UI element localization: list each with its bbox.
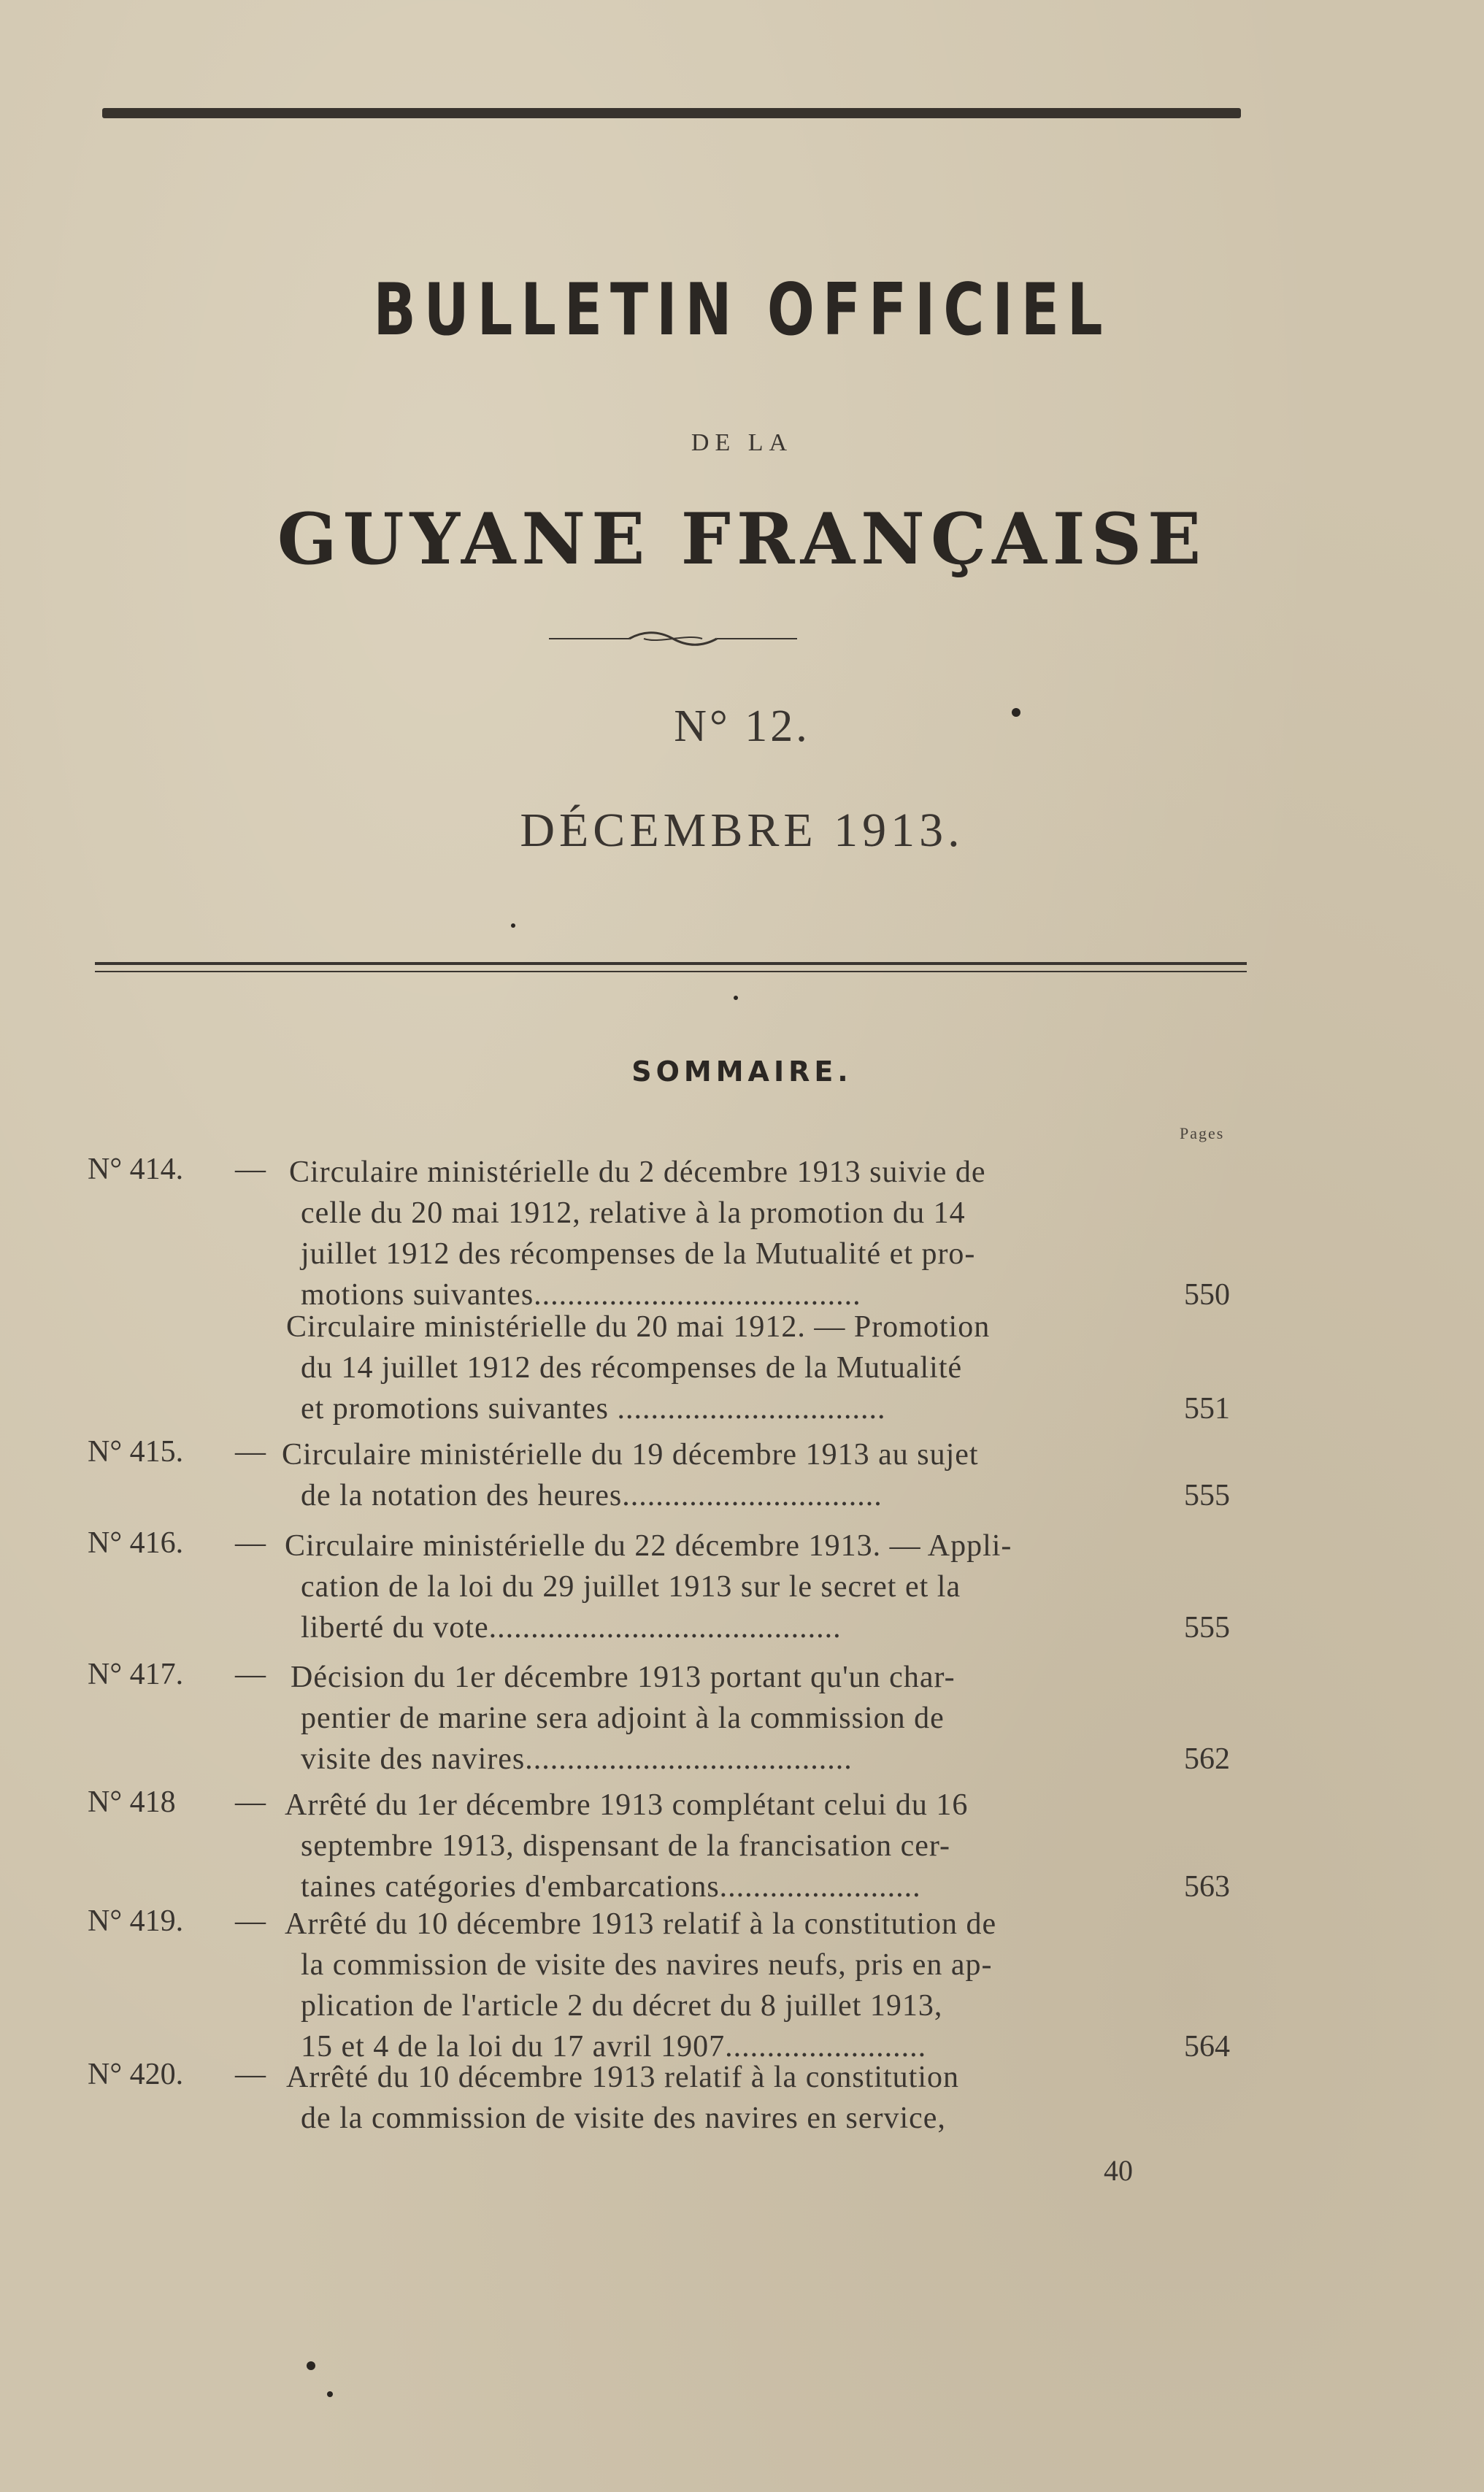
entry-page-number: 555 — [1184, 1611, 1230, 1645]
entry-page-number: 551 — [1184, 1392, 1230, 1426]
entry-page-number: 562 — [1184, 1742, 1230, 1776]
entry-line: visite des navires....................................... — [301, 1742, 853, 1776]
issue-number: N° 12. — [674, 701, 810, 751]
top-rule — [102, 108, 1241, 118]
entry-line: Arrêté du 10 décembre 1913 relatif à la constitution — [286, 2061, 960, 2094]
paper-speck — [307, 2361, 315, 2370]
entry-line: pentier de marine sera adjoint à la commission de — [301, 1701, 945, 1735]
entry-line: liberté du vote.......................................... — [301, 1611, 842, 1645]
pages-column-label: Pages — [1180, 1124, 1225, 1142]
entry-dash: — — [235, 1153, 266, 1186]
entry-dash: — — [235, 2058, 266, 2091]
entry-number: N° 419. — [88, 1904, 184, 1938]
entry-line: de la notation des heures............................... — [301, 1479, 883, 1512]
entry-line: Circulaire ministérielle du 20 mai 1912. — Promotion — [286, 1310, 991, 1344]
entry-dash: — — [235, 1435, 266, 1469]
paper-speck — [1012, 708, 1020, 717]
paper-speck — [511, 923, 515, 928]
entry-page-number: 563 — [1184, 1870, 1230, 1904]
entry-line: Circulaire ministérielle du 19 décembre 1913 au sujet — [282, 1438, 979, 1472]
entry-line: 15 et 4 de la loi du 17 avril 1907........................ — [301, 2030, 927, 2064]
issue-date: DÉCEMBRE 1913. — [520, 804, 964, 857]
entry-line: de la commission de visite des navires en service, — [301, 2101, 946, 2135]
paper-speck — [734, 996, 738, 1000]
entry-dash: — — [235, 1658, 266, 1691]
divider-rule — [95, 962, 1247, 965]
entry-number: N° 417. — [88, 1658, 184, 1691]
entry-number: N° 415. — [88, 1435, 184, 1469]
entry-number: N° 416. — [88, 1526, 184, 1560]
entry-line: plication de l'article 2 du décret du 8 juillet 1913, — [301, 1989, 943, 2023]
entry-line: Circulaire ministérielle du 2 décembre 1913 suivie de — [289, 1155, 986, 1189]
entry-page-number: 550 — [1184, 1278, 1230, 1312]
entry-line: juillet 1912 des récompenses de la Mutualité et pro- — [301, 1237, 976, 1271]
entry-dash: — — [235, 1785, 266, 1819]
territory-title: GUYANE FRANÇAISE — [277, 498, 1207, 580]
entry-line: la commission de visite des navires neufs, pris en ap- — [301, 1948, 993, 1982]
paper-speck — [327, 2391, 333, 2397]
entry-line: motions suivantes....................................... — [301, 1278, 861, 1312]
entry-number: N° 414. — [88, 1153, 184, 1186]
entry-number: N° 418 — [88, 1785, 176, 1819]
ornament-divider-icon — [549, 628, 797, 650]
signature-mark: 40 — [1104, 2154, 1133, 2187]
entry-dash: — — [235, 1904, 266, 1938]
bulletin-title: BULLETIN OFFICIEL — [373, 269, 1111, 352]
entry-page-number: 555 — [1184, 1479, 1230, 1512]
entry-line: Arrêté du 1er décembre 1913 complétant celui du 16 — [285, 1788, 969, 1822]
entry-line: Décision du 1er décembre 1913 portant qu'un char- — [291, 1661, 956, 1694]
entry-line: du 14 juillet 1912 des récompenses de la Mutualité — [301, 1351, 963, 1385]
entry-line: cation de la loi du 29 juillet 1913 sur le secret et la — [301, 1570, 961, 1604]
entry-line: Circulaire ministérielle du 22 décembre 1913. — Appli- — [285, 1529, 1012, 1563]
entry-line: septembre 1913, dispensant de la francisation cer- — [301, 1829, 951, 1863]
divider-rule-thin — [95, 971, 1247, 972]
entry-dash: — — [235, 1526, 266, 1560]
entry-line: taines catégories d'embarcations........................ — [301, 1870, 921, 1904]
entry-line: Arrêté du 10 décembre 1913 relatif à la constitution de — [285, 1907, 997, 1941]
entry-line: celle du 20 mai 1912, relative à la promotion du 14 — [301, 1196, 966, 1230]
sommaire-heading: SOMMAIRE. — [631, 1055, 853, 1088]
entry-number: N° 420. — [88, 2058, 184, 2091]
subtitle-de-la: DE LA — [691, 429, 793, 456]
entry-line: et promotions suivantes ................................ — [301, 1392, 886, 1426]
entry-page-number: 564 — [1184, 2030, 1230, 2064]
